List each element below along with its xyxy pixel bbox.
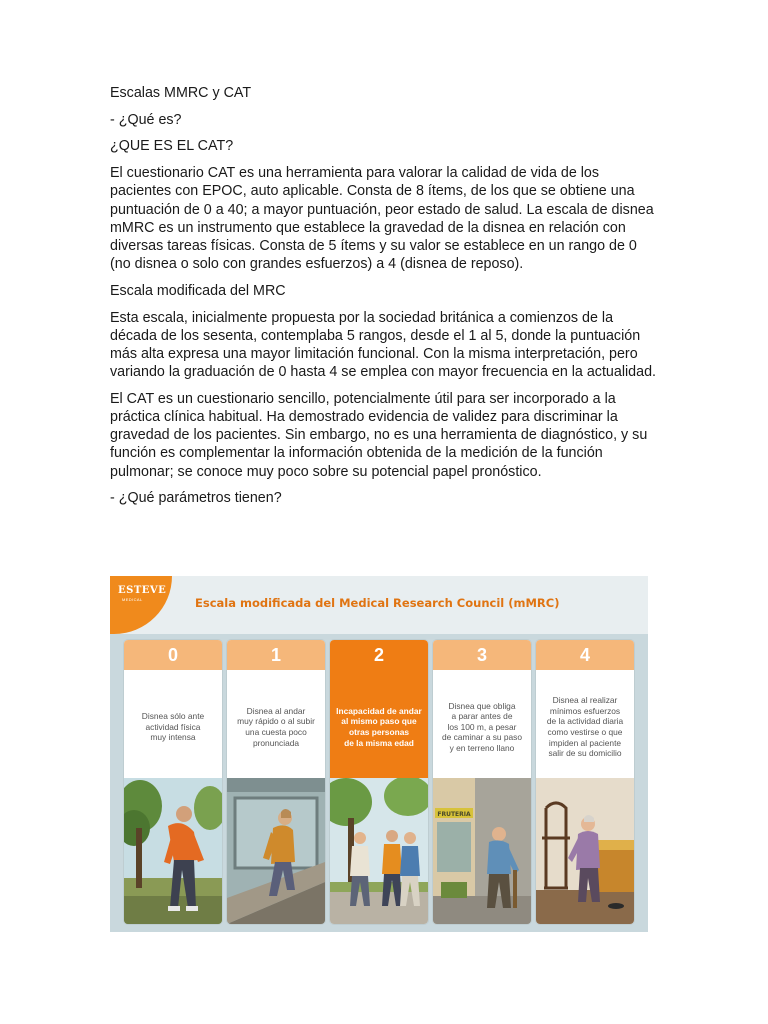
grade-column-0 xyxy=(124,640,222,924)
grade-number: 4 xyxy=(536,640,634,670)
grade-columns xyxy=(124,640,636,924)
paragraph-cat-definition: El cuestionario CAT es una herramienta para valorar la calidad de vida de los pacientes con EPOC, auto aplicable. Consta de 8 ítems, de los que se obtiene una puntuación de 0 a 40; a mayor puntuación, peor estado de salud. La escala de disnea mMRC es un instrumento que establece la gravedad de la disnea en relación con diversas tareas físicas. Consta de 5 ítems y su valor se establece en un rango de 0 (no disnea o solo con grandes esfuerzos) a 4 (disnea de reposo). xyxy=(110,165,654,273)
grade-description: Incapacidad de andar al mismo paso que otras personas de la misma edad xyxy=(330,670,428,778)
illustration-man-resting-street xyxy=(433,778,531,924)
grade-column-3 xyxy=(433,640,531,924)
infographic-title: Escala modificada del Medical Research Council (mMRC) xyxy=(195,596,560,610)
grade-column-2 xyxy=(330,640,428,924)
illustration-woman-bedroom xyxy=(536,778,634,924)
grade-description: Disnea al realizar mínimos esfuerzos de la actividad diaria como vestirse o que impiden al paciente salir de su domicilio xyxy=(546,695,624,759)
question-parameters: - ¿Qué parámetros tienen? xyxy=(110,490,282,507)
grade-column-1 xyxy=(227,640,325,924)
paragraph-mrc: Esta escala, inicialmente propuesta por la sociedad británica a comienzos de la década de los sesenta, contemplaba 5 rangos, desde el 1 al 5, donde la puntuación más alta expresa una mayor limitación funcional. Con la misma interpretación, pero variando la graduación de 0 hasta 4 se emplea con mayor frecuencia en la actualidad. xyxy=(110,309,657,381)
heading-mrc: Escala modificada del MRC xyxy=(110,282,286,299)
illustration-runner xyxy=(124,778,222,924)
brand-logo: ESTEVE MEDICAL xyxy=(110,576,172,634)
illustration-woman-incline xyxy=(227,778,325,924)
shop-sign-text: FRUTERIA xyxy=(437,811,471,818)
heading-cat: ¿QUE ES EL CAT? xyxy=(110,138,234,155)
mmrc-infographic xyxy=(110,576,648,932)
grade-description: Disnea al andar muy rápido o al subir una cuesta poco pronunciada xyxy=(237,705,315,748)
doc-title: Escalas MMRC y CAT xyxy=(110,85,252,101)
illustration-group-walking xyxy=(330,778,428,924)
paragraph-cat-use: El CAT es un cuestionario sencillo, potencialmente útil para ser incorporado a la práctica clínica habitual. Ha demostrado evidencia de validez para discriminar la gravedad de los pacientes. Sin embargo, no es una herramienta de diagnóstico, y su función es complementar la información obtenida de la medición de la función pulmonar; se conoce muy poco sobre su potencial papel pronóstico. xyxy=(110,390,648,480)
grade-column-4 xyxy=(536,640,634,924)
infographic-header xyxy=(110,576,648,634)
grade-description: Disnea que obliga a parar antes de los 100 m, a pesar de caminar a su paso y en terreno llano xyxy=(441,700,523,753)
grade-number: 1 xyxy=(227,640,325,670)
grade-number: 3 xyxy=(433,640,531,670)
document-body xyxy=(110,84,658,516)
grade-description: Disnea sólo ante actividad física muy intensa xyxy=(141,711,205,743)
grade-number: 0 xyxy=(124,640,222,670)
grade-number: 2 xyxy=(330,640,428,670)
question-what: - ¿Qué es? xyxy=(110,111,182,128)
